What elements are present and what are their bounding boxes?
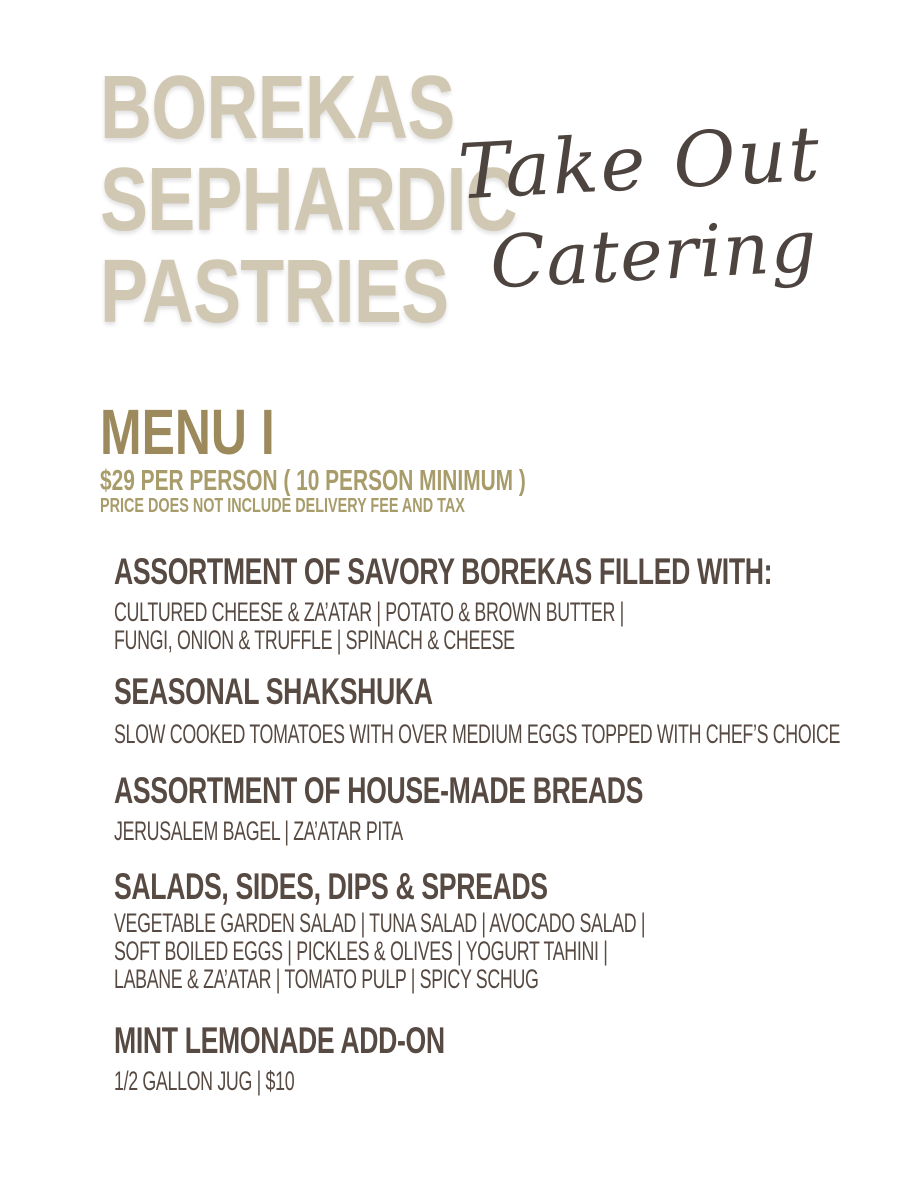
section-title: MINT LEMONADE ADD-ON bbox=[114, 1020, 445, 1061]
section-title: SALADS, SIDES, DIPS & SPREADS bbox=[114, 866, 548, 907]
section-item-line: CULTURED CHEESE & ZA’ATAR | POTATO & BROWN BUTTER | bbox=[114, 597, 624, 627]
section-title: ASSORTMENT OF SAVORY BOREKAS FILLED WITH: bbox=[114, 551, 773, 592]
section-item-line: SOFT BOILED EGGS | PICKLES & OLIVES | YOGURT TAHINI | bbox=[114, 936, 608, 966]
section-item-line: LABANE & ZA’ATAR | TOMATO PULP | SPICY SCHUG bbox=[114, 964, 539, 994]
section-title: ASSORTMENT OF HOUSE-MADE BREADS bbox=[114, 770, 644, 811]
menu-price-note: PRICE DOES NOT INCLUDE DELIVERY FEE AND TAX bbox=[100, 495, 465, 517]
section-title: SEASONAL SHAKSHUKA bbox=[114, 671, 433, 712]
section-item-line: FUNGI, ONION & TRUFFLE | SPINACH & CHEESE bbox=[114, 625, 515, 655]
brand-line-1: BOREKAS bbox=[100, 58, 455, 158]
menu-price: $29 PER PERSON ( 10 PERSON MINIMUM ) bbox=[100, 465, 526, 497]
section-shakshuka bbox=[114, 672, 900, 748]
section-item-line: JERUSALEM BAGEL | ZA’ATAR PITA bbox=[114, 816, 403, 846]
brand-line-2: SEPHARDIC bbox=[100, 150, 517, 250]
script-catering: Catering bbox=[488, 203, 820, 305]
section-item-line: 1/2 GALLON JUG | $10 bbox=[114, 1066, 295, 1096]
brand-line-3: PASTRIES bbox=[100, 242, 449, 342]
section-item-line: SLOW COOKED TOMATOES WITH OVER MEDIUM EGGS TOPPED WITH CHEF’S CHOICE bbox=[114, 719, 841, 749]
section-borekas bbox=[114, 552, 900, 654]
script-take-out: Take Out bbox=[455, 108, 824, 217]
section-lemonade bbox=[114, 1021, 900, 1095]
section-salads bbox=[114, 867, 900, 993]
section-item-line: VEGETABLE GARDEN SALAD | TUNA SALAD | AVOCADO SALAD | bbox=[114, 908, 646, 938]
menu-title: MENU I bbox=[100, 396, 275, 468]
section-breads bbox=[114, 771, 900, 845]
